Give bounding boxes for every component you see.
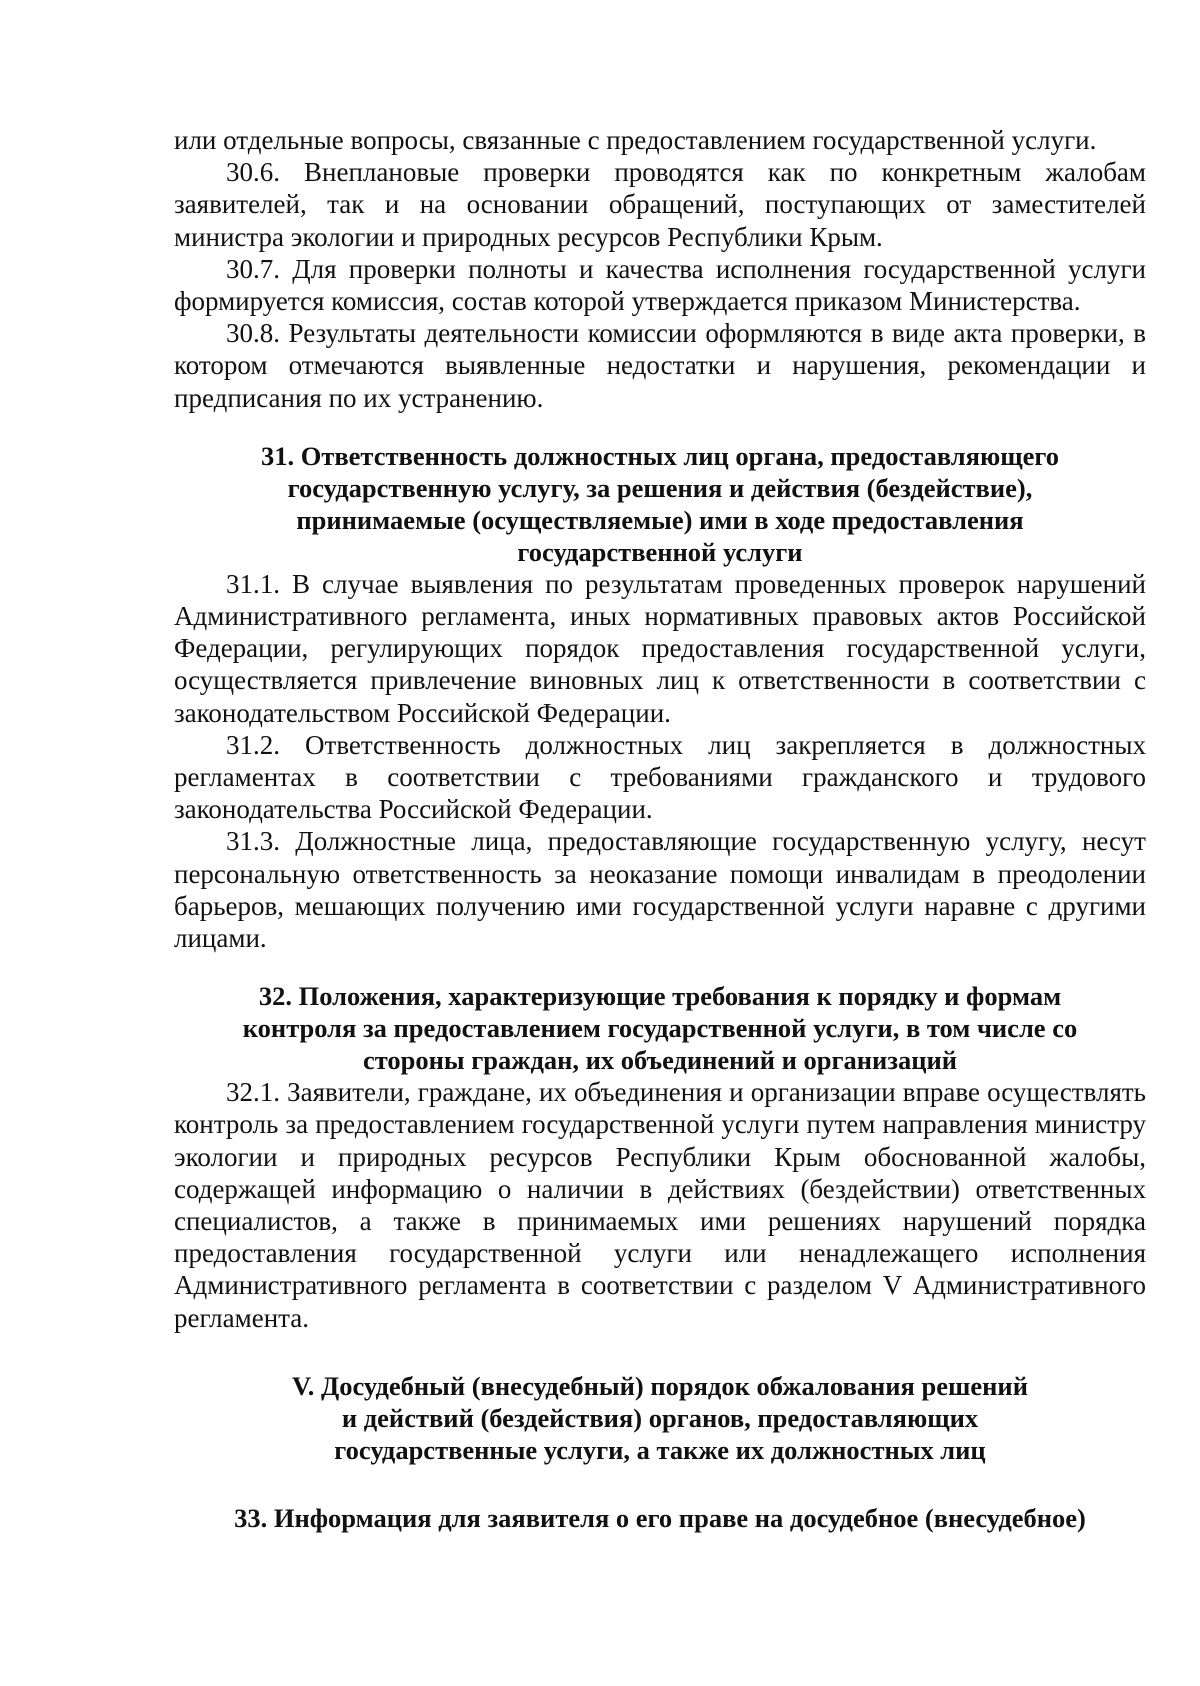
paragraph: 30.8. Результаты деятельности комиссии оформляются в виде акта проверки, в котором отмечаются выявленные недостатки и нарушения, рекомендации и предписания по их устранению.	[174, 318, 1146, 413]
heading-line: 32. Положения, характеризующие требования к порядку и формам	[258, 981, 1062, 1012]
section-spacer	[174, 954, 1146, 980]
section-heading	[174, 980, 1146, 1076]
paragraph: 30.7. Для проверки полноты и качества исполнения государственной услуги формируется комиссия, состав которой утверждается приказом Министерства.	[174, 253, 1146, 317]
heading-line: государственной услуги	[517, 536, 803, 567]
heading-line: государственные услуги, а также их должностных лиц	[334, 1434, 986, 1465]
section-heading	[174, 1502, 1146, 1534]
document-page	[174, 124, 1146, 1534]
heading-line: 33. Информация для заявителя о его праве на досудебное (внесудебное)	[234, 1502, 1086, 1533]
heading-line: принимаемые (осуществляемые) ими в ходе предоставления	[296, 504, 1024, 535]
paragraph: 32.1. Заявители, граждане, их объединения и организации вправе осуществлять контроль за предоставлением государственной услуги путем направления министру экологии и природных ресурсов Республики Крым обоснованной жалобы, содержащей информацию о наличии в действиях (бездействии) ответственных специалистов, а также в принимаемых ими решениях нарушений порядка предоставления государственной услуги или ненадлежащего исполнения Административного регламента в соответствии с разделом V Административного регламента.	[174, 1077, 1146, 1333]
paragraph: 31.2. Ответственность должностных лиц закрепляется в должностных регламентах в соответствии с требованиями гражданского и трудового законодательства Российской Федерации.	[174, 729, 1146, 825]
heading-line: 31. Ответственность должностных лиц органа, предоставляющего	[260, 440, 1060, 471]
heading-line: стороны граждан, их объединений и организаций	[362, 1045, 958, 1076]
section-spacer	[174, 1466, 1146, 1502]
paragraph: или отдельные вопросы, связанные с предоставлением государственной услуги.	[174, 125, 1097, 155]
paragraph: 30.6. Внеплановые проверки проводятся как по конкретным жалобам заявителей, так и на основании обращений, поступающих от заместителей министра экологии и природных ресурсов Республики Крым.	[174, 157, 1146, 252]
heading-line: контроля за предоставлением государственной услуги, в том числе со	[242, 1013, 1078, 1044]
section-spacer	[174, 1334, 1146, 1370]
heading-line: V. Досудебный (внесудебный) порядок обжалования решений	[292, 1370, 1028, 1401]
section-heading	[174, 440, 1146, 568]
heading-line: государственную услугу, за решения и действия (бездействие),	[287, 472, 1033, 503]
paragraph: 31.1. В случае выявления по результатам проведенных проверок нарушений Административного регламента, иных нормативных правовых актов Российской Федерации, регулирующих порядок предоставления государственной услуги, осуществляется привлечение виновных лиц к ответственности в соответствии с законодательством Российской Федерации.	[174, 568, 1146, 728]
paragraph: 31.3. Должностные лица, предоставляющие государственную услугу, несут персональную ответственность за неоказание помощи инвалидам в преодолении барьеров, мешающих получению ими государственной услуги наравне с другими лицами.	[174, 826, 1146, 954]
section-heading	[174, 1370, 1146, 1466]
heading-line: и действий (бездействия) органов, предоставляющих	[341, 1402, 979, 1433]
section-spacer	[174, 414, 1146, 440]
